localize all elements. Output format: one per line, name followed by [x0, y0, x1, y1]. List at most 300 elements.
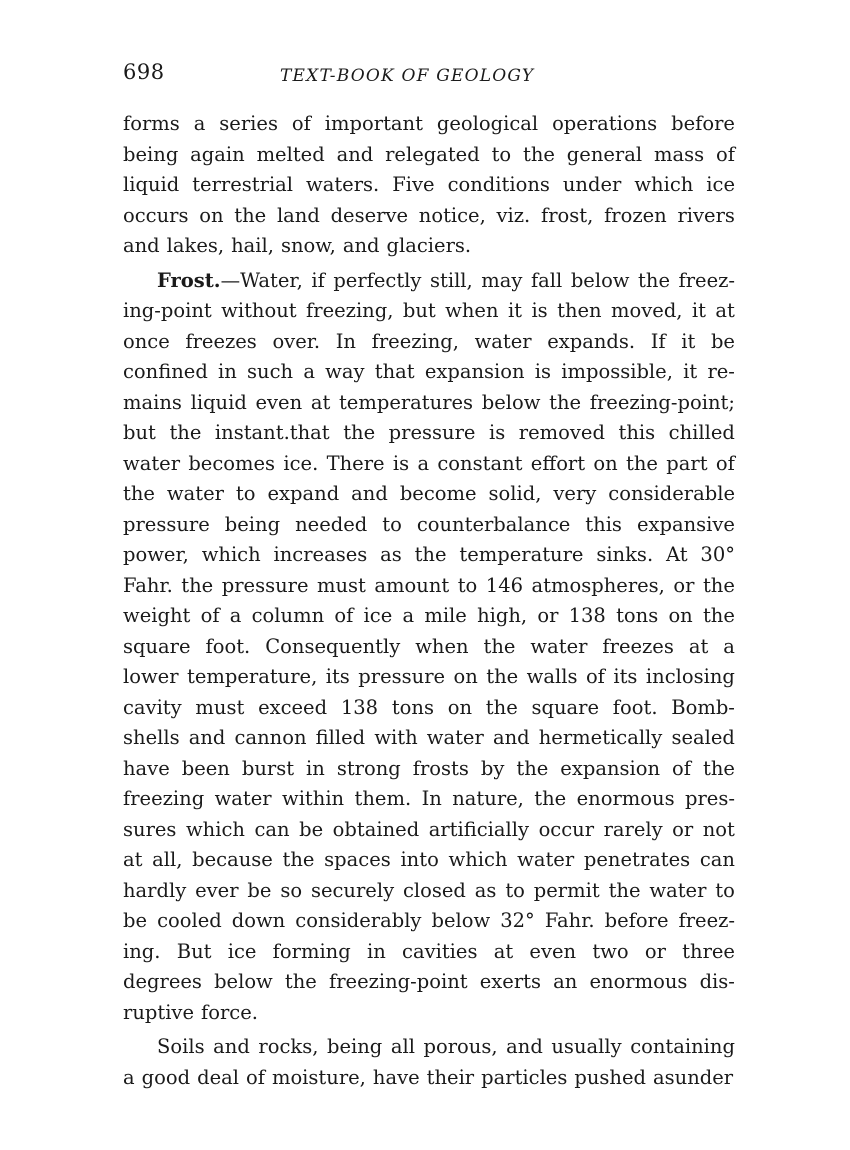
- text-word: notice,: [418, 203, 486, 227]
- text-word: ice: [227, 939, 257, 963]
- text-word: but: [123, 421, 156, 444]
- text-word: foot.: [205, 634, 251, 658]
- text-word: by: [480, 756, 505, 780]
- text-word: instant.that: [214, 421, 330, 444]
- text-word: freez-: [678, 268, 735, 292]
- text-word: —Water,: [220, 268, 303, 292]
- text-word: square: [531, 695, 600, 719]
- text-word: two: [592, 939, 629, 963]
- text-word: water: [517, 848, 575, 871]
- text-word: geological: [436, 112, 539, 135]
- text-word: is: [531, 299, 548, 322]
- text-word: of: [334, 604, 354, 627]
- text-line: [123, 479, 735, 510]
- text-word: rocks,: [258, 1035, 319, 1058]
- text-word: still,: [429, 268, 473, 292]
- text-word: constant: [437, 451, 523, 475]
- text-word: ever: [195, 878, 239, 902]
- text-word: become: [399, 482, 477, 505]
- text-word: expansive: [636, 512, 735, 536]
- text-word: the: [626, 451, 658, 475]
- text-word: enormous: [576, 787, 675, 810]
- text-word: an: [553, 970, 578, 993]
- text-word: all,: [152, 848, 183, 871]
- text-word: the: [516, 756, 549, 780]
- text-word: relegated: [385, 142, 480, 166]
- text-word: freezes: [602, 634, 674, 658]
- text-word: that: [374, 360, 415, 383]
- text-word: it: [683, 360, 698, 383]
- text-word: artificially: [428, 817, 530, 841]
- text-word: forming: [272, 939, 351, 963]
- text-word: expand: [267, 482, 340, 505]
- text-word: important: [324, 112, 423, 135]
- text-word: conditions: [447, 173, 550, 196]
- text-word: the: [486, 665, 519, 688]
- text-word: as: [380, 543, 402, 566]
- text-word: its: [613, 665, 638, 688]
- text-word: liquid: [190, 390, 247, 414]
- paragraph: [123, 266, 735, 1029]
- text-word: down: [231, 909, 286, 932]
- text-word: 30°: [700, 543, 735, 566]
- text-word: the: [608, 878, 641, 902]
- text-word: dis-: [699, 970, 735, 993]
- text-word: must: [317, 573, 366, 597]
- text-word: can: [254, 817, 290, 841]
- text-word: very: [553, 482, 597, 505]
- text-word: considerable: [608, 482, 735, 505]
- text-word: tons: [391, 695, 434, 719]
- text-word: be: [247, 878, 272, 902]
- text-word: or: [537, 604, 559, 627]
- text-word: it: [691, 299, 706, 322]
- text-word: on: [453, 665, 478, 688]
- text-word: cannon: [234, 726, 307, 749]
- text-word: and: [342, 234, 380, 257]
- text-word: the: [483, 634, 516, 658]
- text-word: this: [585, 512, 622, 536]
- text-word: can: [699, 848, 735, 871]
- text-word: it: [681, 329, 696, 353]
- text-word: of: [715, 451, 735, 475]
- text-word: of: [672, 756, 691, 780]
- text-line: [123, 540, 735, 571]
- text-word: If: [650, 329, 666, 353]
- text-word: below: [481, 390, 541, 414]
- text-line: [123, 571, 735, 602]
- text-word: being: [123, 142, 179, 166]
- text-word: the: [282, 848, 315, 871]
- text-word: cavity: [123, 695, 182, 719]
- text-word: not: [702, 817, 735, 841]
- text-word: freezing: [123, 787, 205, 810]
- text-word: a: [723, 634, 735, 658]
- text-line: [123, 723, 735, 754]
- text-word: to: [505, 878, 525, 902]
- text-word: water: [474, 329, 532, 353]
- text-word: be: [299, 817, 324, 841]
- text-word: ing-point: [123, 299, 212, 322]
- text-word: which: [185, 817, 245, 841]
- text-word: deal: [197, 1065, 239, 1089]
- text-word: chilled: [668, 421, 735, 444]
- text-word: tons: [616, 604, 659, 627]
- text-word: freezing-point: [328, 970, 468, 993]
- text-word: deserve: [330, 203, 409, 227]
- text-word: terrestrial: [192, 173, 294, 196]
- text-word: and: [351, 482, 388, 505]
- text-word: the: [343, 421, 376, 444]
- text-word: At: [665, 543, 688, 566]
- text-word: melted: [256, 142, 325, 166]
- text-word: porous,: [423, 1035, 498, 1058]
- text-word: being: [326, 1035, 383, 1058]
- text-word: degrees: [123, 970, 202, 993]
- text-word: ing.: [123, 939, 161, 963]
- text-word: walls: [526, 665, 578, 688]
- text-word: water: [214, 787, 272, 810]
- text-word: [157, 266, 303, 297]
- text-word: mains: [123, 390, 182, 414]
- text-line: [123, 815, 735, 846]
- text-word: been: [181, 756, 230, 780]
- text-word: expansion: [560, 756, 661, 780]
- text-word: glaciers.: [386, 234, 472, 257]
- text-word: viz.: [496, 203, 531, 227]
- text-word: moved,: [611, 299, 683, 322]
- text-word: of: [715, 142, 735, 166]
- paragraph: [123, 1032, 735, 1093]
- text-word: rarely: [603, 817, 663, 841]
- text-word: at: [123, 848, 143, 871]
- text-word: occurs: [123, 203, 189, 227]
- text-word: or: [673, 573, 695, 597]
- text-word: ice.: [283, 451, 319, 475]
- text-word: on: [199, 203, 224, 227]
- text-line: [123, 632, 735, 663]
- text-word: all: [390, 1035, 415, 1058]
- text-word: re-: [707, 360, 735, 383]
- text-word: below: [570, 268, 630, 292]
- text-word: rivers: [677, 203, 735, 227]
- text-word: occur: [538, 817, 595, 841]
- text-word: and: [123, 234, 160, 257]
- text-line: [123, 109, 735, 140]
- text-word: water: [123, 451, 181, 475]
- text-word: a: [193, 112, 206, 135]
- text-word: temperature,: [186, 665, 318, 688]
- text-word: column: [251, 604, 325, 627]
- text-word: a: [123, 1065, 135, 1089]
- text-word: pressure: [388, 421, 476, 444]
- text-word: the: [284, 970, 317, 993]
- text-word: before: [604, 909, 669, 932]
- text-word: shells: [123, 726, 180, 749]
- text-word: mass: [653, 142, 705, 166]
- text-word: on: [668, 604, 693, 627]
- text-word: In: [421, 787, 442, 810]
- text-word: obtained: [332, 817, 420, 841]
- text-word: to: [382, 512, 402, 536]
- text-word: them.: [354, 787, 412, 810]
- text-line: [123, 876, 735, 907]
- text-word: with: [374, 726, 418, 749]
- text-word: in: [366, 939, 386, 963]
- text-word: 138: [340, 695, 379, 719]
- text-word: a: [402, 604, 415, 627]
- text-word: Fahr.: [123, 573, 173, 597]
- text-word: solid,: [488, 482, 542, 505]
- text-word: pressure: [221, 573, 309, 597]
- text-word: may: [481, 268, 523, 292]
- text-word: to: [235, 482, 256, 505]
- text-word: usually: [551, 1035, 622, 1058]
- text-word: becomes: [188, 451, 276, 475]
- text-word: on: [593, 451, 618, 475]
- text-word: when: [415, 634, 469, 658]
- text-word: as: [474, 878, 497, 902]
- text-word: once: [123, 329, 170, 353]
- text-word: the: [702, 573, 735, 597]
- text-word: be: [710, 329, 735, 353]
- text-line: [123, 266, 735, 297]
- text-word: freezes: [185, 329, 257, 353]
- text-word: and: [492, 726, 530, 749]
- text-word: lower: [123, 665, 179, 688]
- text-word: being: [224, 512, 281, 536]
- text-word: inclosing: [645, 665, 735, 688]
- text-word: because: [192, 848, 273, 871]
- text-word: the: [169, 421, 202, 444]
- text-word: the: [702, 604, 735, 627]
- text-word: increases: [273, 543, 368, 566]
- text-word: its: [325, 665, 350, 688]
- text-word: it: [507, 299, 523, 322]
- text-word: hardly: [123, 878, 187, 902]
- text-word: at: [688, 634, 709, 658]
- text-word: freezing-point;: [589, 390, 735, 414]
- text-word: to: [491, 142, 512, 166]
- text-word: hermetically: [538, 726, 663, 749]
- text-word: is: [392, 451, 410, 475]
- text-word: the: [702, 756, 735, 780]
- text-word: Bomb-: [671, 695, 735, 719]
- text-line: [123, 1032, 735, 1063]
- text-word: forms: [123, 112, 180, 135]
- text-line: [123, 693, 735, 724]
- text-word: frost,: [541, 203, 594, 227]
- text-word: is: [534, 360, 552, 383]
- text-word: below: [431, 909, 491, 932]
- text-word: or: [644, 939, 666, 963]
- text-word: the: [534, 787, 567, 810]
- text-word: good: [141, 1065, 191, 1089]
- text-word: the: [234, 203, 267, 227]
- text-word: perfectly: [333, 268, 422, 292]
- text-word: and: [506, 1035, 543, 1058]
- text-word: the: [181, 573, 214, 597]
- text-word: atmospheres,: [531, 573, 665, 597]
- text-word: cooled: [157, 909, 222, 932]
- text-word: even: [529, 939, 577, 963]
- text-word: even: [255, 390, 303, 414]
- text-line: [123, 418, 735, 449]
- text-word: if: [311, 268, 325, 292]
- text-word: hail,: [231, 234, 274, 257]
- text-line: [123, 357, 735, 388]
- text-word: the: [485, 695, 518, 719]
- text-word: to: [715, 878, 735, 902]
- paragraph: [123, 109, 735, 262]
- text-word: must: [195, 695, 245, 719]
- text-word: frosts: [412, 756, 469, 780]
- text-word: this: [618, 421, 656, 444]
- text-line: [123, 510, 735, 541]
- text-word: waters.: [306, 173, 380, 196]
- text-word: under: [562, 173, 622, 196]
- text-word: of: [585, 665, 605, 688]
- text-word: the: [414, 543, 447, 566]
- text-word: amount: [374, 573, 450, 597]
- text-word: and: [213, 1035, 250, 1058]
- text-word: operations: [552, 112, 658, 135]
- text-line: [123, 327, 735, 358]
- text-word: be: [123, 909, 148, 932]
- text-word: or: [672, 817, 694, 841]
- run-in-heading: Frost.: [157, 268, 221, 292]
- text-word: and: [336, 142, 374, 166]
- text-word: a: [417, 451, 430, 475]
- text-word: below: [214, 970, 273, 993]
- page-number: 698: [123, 60, 165, 84]
- text-word: Five: [392, 173, 435, 196]
- text-word: part: [666, 451, 708, 475]
- text-word: sealed: [671, 726, 735, 749]
- text-word: freezing,: [371, 329, 459, 353]
- text-word: pressure: [123, 512, 210, 536]
- text-line: [123, 170, 735, 201]
- text-word: power,: [123, 543, 189, 566]
- text-word: impossible,: [561, 360, 673, 383]
- text-word: counterbalance: [416, 512, 571, 536]
- text-word: which: [201, 543, 261, 566]
- text-line: [123, 845, 735, 876]
- text-word: sinks.: [596, 543, 654, 566]
- text-word: fall: [530, 268, 563, 292]
- text-line: [123, 906, 735, 937]
- text-word: before: [671, 112, 735, 135]
- text-word: way: [325, 360, 365, 383]
- text-word: again: [190, 142, 245, 166]
- text-line: [123, 388, 735, 419]
- text-word: temperatures: [338, 390, 474, 414]
- text-word: particles: [481, 1065, 568, 1089]
- text-word: which: [448, 848, 508, 871]
- text-word: force.: [201, 1000, 258, 1024]
- text-line: [123, 662, 735, 693]
- text-word: permit: [533, 878, 600, 902]
- text-word: ruptive: [123, 1000, 194, 1024]
- text-word: of: [291, 112, 311, 135]
- text-line: [123, 1063, 735, 1094]
- text-word: water: [649, 878, 707, 902]
- body-text: [123, 109, 735, 1093]
- text-word: foot.: [612, 695, 658, 719]
- text-word: expansion: [424, 360, 525, 383]
- text-word: to: [457, 573, 478, 597]
- text-word: so: [280, 878, 303, 902]
- text-word: burst: [241, 756, 295, 780]
- text-line: [123, 967, 735, 998]
- text-word: cavities: [402, 939, 478, 963]
- text-word: but: [402, 299, 436, 322]
- text-line: [123, 140, 735, 171]
- text-word: ice: [363, 604, 393, 627]
- text-word: have: [372, 1065, 420, 1089]
- text-word: of: [245, 1065, 265, 1089]
- text-word: But: [176, 939, 212, 963]
- text-word: sures: [123, 817, 177, 841]
- text-word: lakes,: [166, 234, 225, 257]
- text-word: asunder: [653, 1065, 734, 1089]
- text-word: exerts: [479, 970, 541, 993]
- text-word: then: [557, 299, 602, 322]
- text-word: frozen: [604, 203, 667, 227]
- text-word: is: [489, 421, 506, 444]
- text-word: ice: [706, 173, 735, 196]
- text-word: removed: [518, 421, 605, 444]
- text-word: at: [715, 299, 735, 322]
- text-word: over.: [272, 329, 321, 353]
- text-word: high,: [477, 604, 528, 627]
- text-word: mile: [424, 604, 467, 627]
- text-word: within: [282, 787, 345, 810]
- text-line: [123, 937, 735, 968]
- text-word: a: [303, 360, 315, 383]
- text-word: There: [326, 451, 385, 475]
- text-word: when: [445, 299, 499, 322]
- text-word: temperature: [459, 543, 584, 566]
- text-word: weight: [123, 604, 191, 627]
- text-word: liquid: [123, 173, 180, 196]
- text-word: water: [530, 634, 588, 658]
- text-word: the: [123, 482, 155, 505]
- text-word: water: [426, 726, 484, 749]
- text-word: the: [523, 142, 555, 166]
- text-line: [123, 296, 735, 327]
- text-line: [123, 998, 735, 1029]
- text-word: confined: [123, 360, 208, 383]
- text-word: freez-: [678, 909, 735, 932]
- text-word: in: [218, 360, 237, 383]
- text-word: of: [200, 604, 220, 627]
- text-word: in: [306, 756, 325, 780]
- text-word: 32°: [500, 909, 535, 932]
- text-line: [123, 449, 735, 480]
- text-word: the: [638, 268, 670, 292]
- text-word: exceed: [258, 695, 328, 719]
- text-word: enormous: [589, 970, 688, 993]
- text-word: have: [123, 756, 170, 780]
- text-word: and: [188, 726, 226, 749]
- text-word: effort: [530, 451, 586, 475]
- text-word: into: [400, 848, 439, 871]
- text-word: square: [123, 634, 191, 658]
- running-title: TEXT-BOOK OF GEOLOGY: [280, 66, 535, 86]
- text-word: strong: [336, 756, 401, 780]
- text-word: penetrates: [583, 848, 691, 871]
